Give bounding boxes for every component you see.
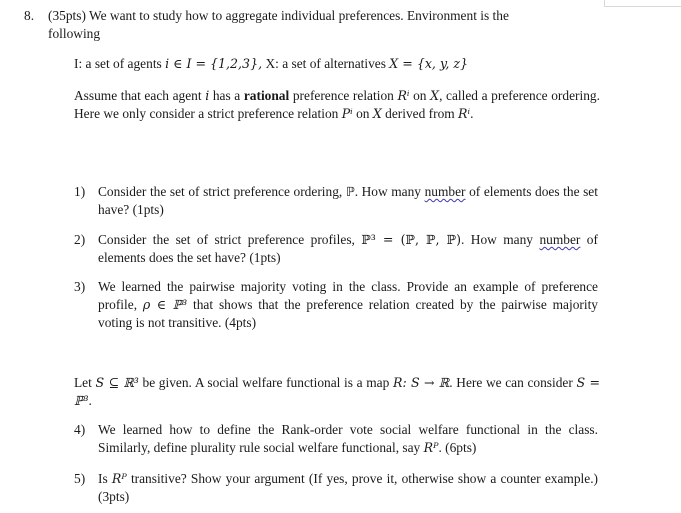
question-text	[98, 470, 598, 506]
q4-text-1: We learned how to define the Rank-order vote social welfare functional in the class. Similarly, define plurality rule social welfare functional, say	[98, 422, 598, 455]
assume-var-ri: Rⁱ	[397, 88, 410, 103]
q2-text-1: Consider the set of strict preference profiles,	[98, 232, 355, 247]
header-line-1: (35pts) We want to study how to aggregate individual preferences. Environment is the	[48, 8, 509, 23]
problem-number: 8.	[24, 8, 35, 23]
q3-text-1: We learned the pairwise majority voting in the class. Provide an example of preference profile,	[98, 279, 598, 312]
assume-text-7: derived from	[385, 106, 455, 121]
swf-definition-paragraph	[74, 374, 600, 410]
let-math-1: S ⊆ ℝ³	[95, 375, 139, 390]
q2-text-3: of elements does the set have? (1pts)	[98, 232, 598, 265]
question-number: 3)	[74, 279, 86, 294]
q3-math: ρ ∈ ℙ³	[142, 297, 188, 312]
assume-var-i: i	[205, 88, 210, 103]
question-text	[98, 278, 598, 332]
question-number: 2)	[74, 232, 86, 247]
q5-math: Rᴾ	[111, 471, 127, 486]
q1-spellcheck-word: number	[424, 184, 466, 199]
question-text	[98, 183, 598, 219]
q1-text-3: of elements does the set have? (1pts)	[98, 184, 598, 217]
question-number: 5)	[74, 471, 86, 486]
q1-text-2: . How many	[354, 184, 421, 199]
assume-text-1: Assume that each agent	[74, 88, 202, 103]
q2-text-2: . How many	[461, 232, 534, 247]
q5-text-1: Is	[98, 471, 108, 486]
q2-math: ℙ³ = (ℙ, ℙ, ℙ)	[361, 232, 461, 247]
question-text	[98, 231, 598, 267]
let-math-3: S = ℙ³	[74, 375, 601, 408]
q4-text-2: . (6pts)	[438, 440, 477, 455]
definitions-line	[74, 55, 604, 73]
page-corner-mark	[604, 0, 681, 7]
q1-math: ℙ	[345, 184, 355, 199]
let-text-3: . Here we can consider	[449, 375, 573, 390]
question-text	[98, 421, 598, 457]
q4-math: Rᴾ	[423, 440, 439, 455]
alternatives-math: X = {x, y, z}	[389, 56, 469, 71]
assume-text-6: on	[356, 106, 370, 121]
assume-bold-rational: rational	[243, 88, 290, 103]
question-number: 4)	[74, 422, 86, 437]
assumption-paragraph	[74, 87, 600, 123]
assume-var-x2: X	[372, 106, 382, 121]
q3-text-2: that shows that the preference relation created by the pairwise majority voting is not transitive. (4pts)	[98, 297, 598, 330]
question-number: 1)	[74, 184, 86, 199]
agents-math: i ∈ I = {1,2,3},	[165, 56, 263, 71]
let-math-2: R: S → ℝ	[392, 375, 450, 390]
header-line-2: following	[48, 26, 101, 41]
assume-text-5: , called a preference ordering. Here we only consider a strict preference relation	[74, 88, 600, 121]
assume-text-4: on	[413, 88, 427, 103]
assume-text-3: preference relation	[292, 88, 394, 103]
assume-text-2: has a	[212, 88, 241, 103]
assume-var-x: X	[430, 88, 440, 103]
q5-text-2: transitive? Show your argument (If yes, prove it, otherwise show a counter example.) (3pts)	[98, 471, 599, 504]
q1-text-1: Consider the set of strict preference ordering,	[98, 184, 343, 199]
let-text-2: be given. A social welfare functional is a map	[142, 375, 390, 390]
agents-label: I: a set of agents	[74, 56, 162, 71]
q2-spellcheck-word: number	[539, 232, 581, 247]
assume-var-ri2: Rⁱ	[458, 106, 471, 121]
let-text-4: .	[88, 393, 92, 408]
let-text-1: Let	[74, 375, 92, 390]
alternatives-label: X: a set of alternatives	[265, 56, 386, 71]
assume-text-8: .	[470, 106, 474, 121]
assume-var-pi: Pⁱ	[341, 106, 353, 121]
problem-header	[48, 7, 600, 43]
